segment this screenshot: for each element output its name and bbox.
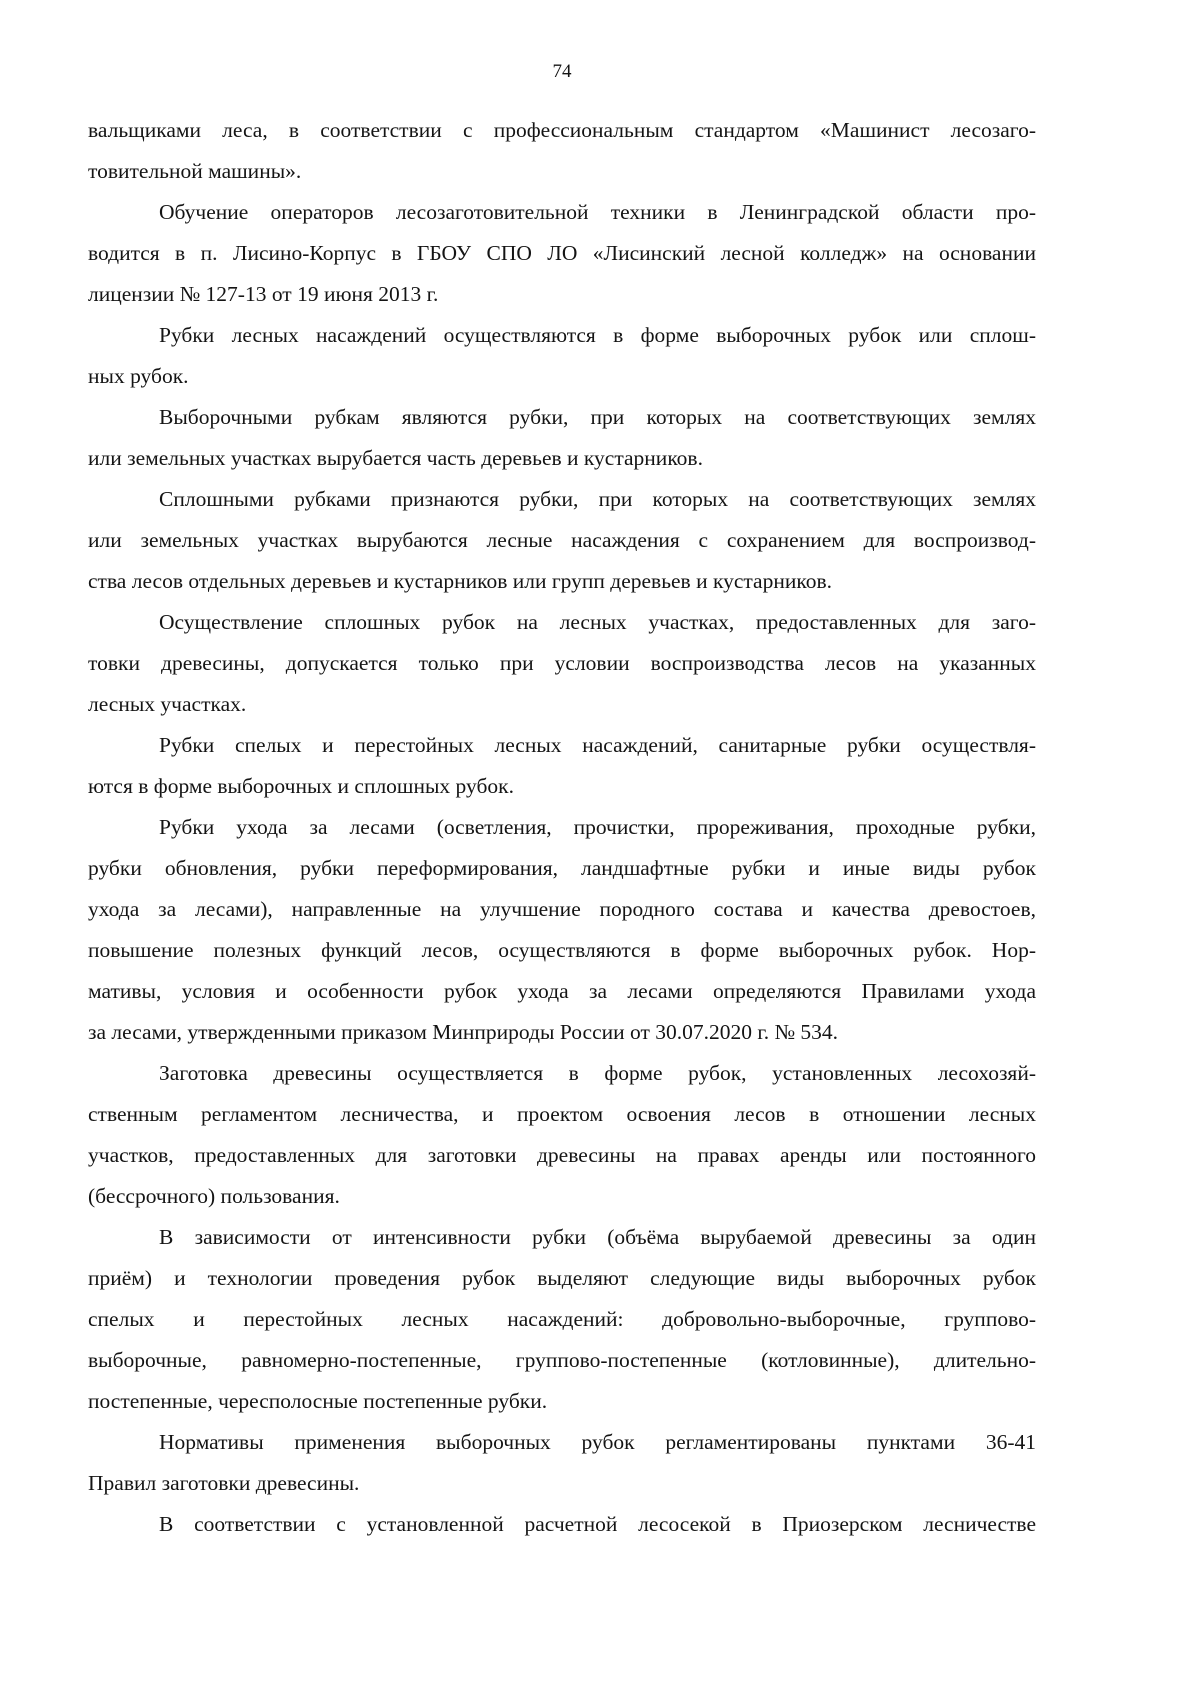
text-line: рубки обновления, рубки переформирования, ландшафтные рубки и иные виды рубок <box>88 856 1036 880</box>
text-line: спелых и перестойных лесных насаждений: добровольно-выборочные, группово- <box>88 1307 1036 1331</box>
page-number: 74 <box>552 61 572 82</box>
text-line: товки древесины, допускается только при условии воспроизводства лесов на указанных <box>88 651 1036 675</box>
text-line: (бессрочного) пользования. <box>88 1184 340 1208</box>
text-line: выборочные, равномерно-постепенные, группово-постепенные (котловинные), длительно- <box>88 1348 1036 1372</box>
text-line: участков, предоставленных для заготовки древесины на правах аренды или постоянного <box>88 1143 1036 1167</box>
text-line: Правил заготовки древесины. <box>88 1471 360 1495</box>
text-line: ных рубок. <box>88 364 189 388</box>
text-line: повышение полезных функций лесов, осуществляются в форме выборочных рубок. Нор- <box>88 938 1036 962</box>
text-line: мативы, условия и особенности рубок ухода за лесами определяются Правилами ухода <box>88 979 1036 1003</box>
text-line: Рубки лесных насаждений осуществляются в форме выборочных рубок или сплош- <box>159 323 1036 347</box>
text-line: водится в п. Лисино-Корпус в ГБОУ СПО ЛО «Лисинский лесной колледж» на основании <box>88 241 1036 265</box>
text-line: лесных участках. <box>88 692 247 716</box>
paragraph <box>88 1053 1036 1217</box>
text-line: приём) и технологии проведения рубок выделяют следующие виды выборочных рубок <box>88 1266 1036 1290</box>
paragraph <box>88 725 1036 807</box>
body-text <box>88 110 1036 1545</box>
text-line: постепенные, чересполосные постепенные рубки. <box>88 1389 548 1413</box>
paragraph <box>88 479 1036 602</box>
text-line: за лесами, утвержденными приказом Минприроды России от 30.07.2020 г. № 534. <box>88 1020 839 1044</box>
paragraph <box>88 1422 1036 1504</box>
text-line: Нормативы применения выборочных рубок регламентированы пунктами 36-41 <box>159 1430 1036 1454</box>
paragraph <box>88 807 1036 1053</box>
text-line: Рубки ухода за лесами (осветления, прочистки, прореживания, проходные рубки, <box>159 815 1036 839</box>
text-line: В зависимости от интенсивности рубки (объёма вырубаемой древесины за один <box>159 1225 1036 1249</box>
paragraph <box>88 1217 1036 1422</box>
paragraph <box>88 397 1036 479</box>
paragraph <box>88 602 1036 725</box>
text-line: Сплошными рубками признаются рубки, при которых на соответствующих землях <box>159 487 1036 511</box>
text-line: Заготовка древесины осуществляется в форме рубок, установленных лесохозяй- <box>159 1061 1036 1085</box>
text-line: Выборочными рубкам являются рубки, при которых на соответствующих землях <box>159 405 1036 429</box>
text-line: ухода за лесами), направленные на улучшение породного состава и качества древостоев, <box>88 897 1036 921</box>
text-line: Осуществление сплошных рубок на лесных участках, предоставленных для заго- <box>159 610 1036 634</box>
text-line: вальщиками леса, в соответствии с профессиональным стандартом «Машинист лесозаго- <box>88 118 1036 142</box>
text-line: Обучение операторов лесозаготовительной техники в Ленинградской области про- <box>159 200 1036 224</box>
text-line: ются в форме выборочных и сплошных рубок. <box>88 774 515 798</box>
text-line: ственным регламентом лесничества, и проектом освоения лесов в отношении лесных <box>88 1102 1036 1126</box>
text-line: лицензии № 127-13 от 19 июня 2013 г. <box>88 282 439 306</box>
text-line: или земельных участках вырубается часть деревьев и кустарников. <box>88 446 703 470</box>
paragraph <box>88 315 1036 397</box>
paragraph <box>88 192 1036 315</box>
paragraph <box>88 110 1036 192</box>
text-line: или земельных участках вырубаются лесные насаждения с сохранением для воспроизвод- <box>88 528 1036 552</box>
text-line: В соответствии с установленной расчетной лесосекой в Приозерском лесничестве <box>159 1512 1036 1536</box>
text-line: ства лесов отдельных деревьев и кустарников или групп деревьев и кустарников. <box>88 569 832 593</box>
paragraph <box>88 1504 1036 1545</box>
text-line: товительной машины». <box>88 159 302 183</box>
text-line: Рубки спелых и перестойных лесных насаждений, санитарные рубки осуществля- <box>159 733 1036 757</box>
